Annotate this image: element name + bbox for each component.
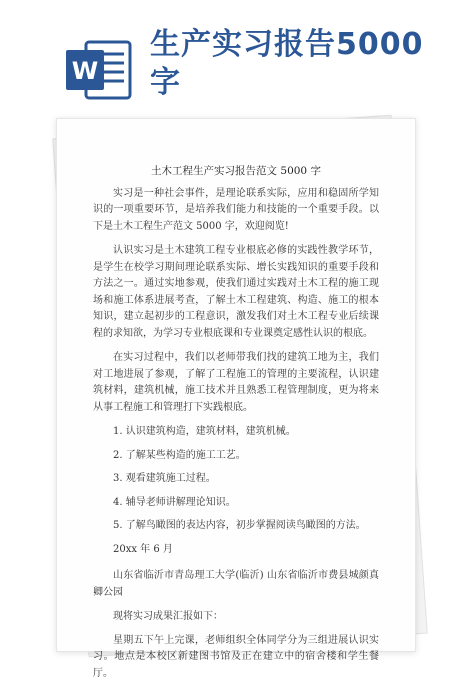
date-line: 20xx 年 6 月 [93,542,379,559]
body-paragraph-1: 认识实习是土木建筑工程专业根底必修的实践性教学环节，是学生在校学习期间理论联系实际、增长实践知识的重要手段和方法之一。通过实地参观，使我们通过实践对土木工程的施工现场和施工体系进展考查，了解土木工程建筑、构造、施工的根本知识，建立起初步的工程意识，激发我们对土木工程专业后续课程的求知欲，为学习专业根底课和专业课奠定感性认识的根底。 [93,243,379,342]
list-item: 5. 了解鸟瞰图的表达内容，初步掌握阅读鸟瞰图的方法。 [93,518,379,535]
svg-text:W: W [72,57,98,85]
list-item: 3. 观看建筑施工过程。 [93,471,379,488]
document-title: 土木工程生产实习报告范文 5000 字 [93,163,379,180]
list-item: 4. 辅导老师讲解理论知识。 [93,495,379,512]
word-document-icon [64,38,134,102]
header [0,0,474,110]
list-item: 1. 认识建筑构造，建筑材料，建筑机械。 [93,424,379,441]
intro-paragraph: 实习是一种社会事件，是理论联系实际，应用和稳固所学知识的一项重要环节，是培养我们能力和技能的一个重要手段。以下是土木工程生产范文 5000 字，欢迎阅览! [93,186,379,236]
list-item: 2. 了解某些构造的施工工艺。 [93,448,379,465]
page-title: 生产实习报告5000字 [150,26,450,102]
document-page [56,118,416,652]
body-paragraph-2: 在实习过程中，我们以老师带我们找的建筑工地为主，我们对工地进展了参观，了解了工程施工的管理的主要流程，认识建筑材料，建筑机械，施工技术并且熟悉工程管理制度，更为将来从事工程施工和管理打下实践根底。 [93,350,379,416]
location-paragraph: 山东省临沂市青岛理工大学(临沂) 山东省临沂市费县城颜真卿公园 [93,568,379,601]
report-intro-line: 现将实习成果汇报如下： [93,609,379,626]
body-paragraph-3: 星期五下午上完课，老师组织全体同学分为三组进展认识实习。地点是本校区新建图书馆及正在建立中的宿舍楼和学生餐厅。 [93,633,379,682]
